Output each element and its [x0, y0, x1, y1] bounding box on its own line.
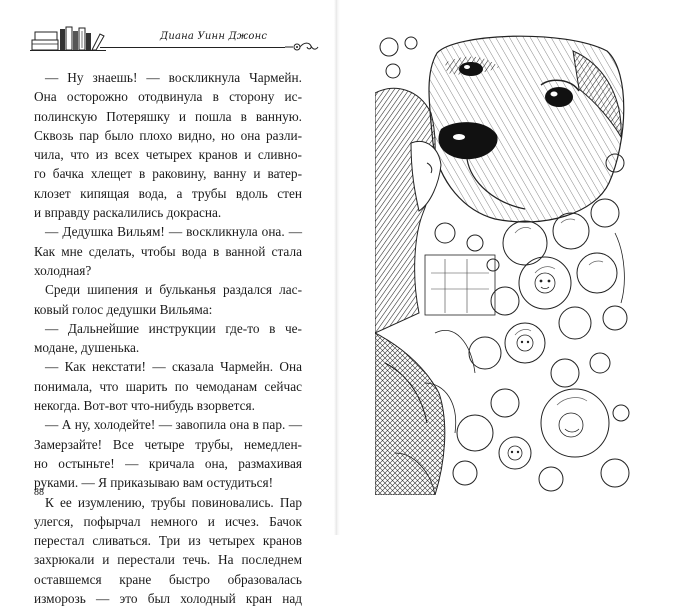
text-line: — А ну, холодейте! — завопила она в пар. — — [45, 417, 302, 433]
text-line: Как мне сделать, чтобы вода в ванной стала — [34, 243, 302, 259]
running-header-title: Диана Уинн Джонс — [160, 31, 268, 42]
text-line: чила, что из всех четырех кранов и сливно- — [34, 147, 302, 163]
page-number: 88 — [34, 487, 44, 498]
text-line: некогда. Вот-вот что-нибудь взорвется. — [34, 398, 255, 414]
text-line: Среди шипения и бульканья раздался лас- — [45, 282, 302, 298]
right-page — [337, 0, 674, 535]
text-line: — Как некстати! — сказала Чармейн. Она — [45, 359, 302, 375]
text-line: — Дальнейшие инструкции где-то в че- — [45, 320, 302, 336]
text-line: изморозь — это был холодный кран над — [34, 591, 302, 607]
dog-girl-bubbles-illustration-icon — [375, 33, 631, 495]
text-line: перестал сливаться. Три из четырех кранов — [34, 533, 302, 549]
text-line: Замерзайте! Все четыре трубы, немедлен- — [34, 436, 302, 452]
text-line: но остыньте! — кричала она, размахивая — [34, 455, 302, 471]
flourish-ornament-icon — [285, 40, 319, 54]
text-line: К ее изумлению, трубы повиновались. Пар — [45, 494, 302, 510]
text-line: — Дедушка Вильям! — воскликнула она. — — [45, 224, 302, 240]
text-line: холодная? — [34, 262, 92, 278]
text-line: захрюкали и перестали течь. На последнем — [34, 552, 302, 568]
left-page — [0, 0, 337, 607]
stacked-books-icon — [30, 26, 106, 52]
body-text — [34, 68, 302, 608]
text-line: клозет кипящая вода, а трубы вдоль стен — [34, 185, 302, 201]
text-line: понимала, что шарить по чемоданам сейчас — [34, 378, 302, 394]
text-line: оставшемся кране быстро образовалась — [34, 571, 302, 587]
text-line: улегся, пофырчал немного и исчез. Бачок — [34, 513, 302, 529]
text-line: го бачка хлещет в раковину, ванну и ватер- — [34, 166, 302, 182]
text-line: модане, душенька. — [34, 340, 140, 356]
text-line: полинскую Потеряшку и пошла в ванную. — [34, 108, 302, 124]
text-line: и вправду раскалились докрасна. — [34, 205, 222, 221]
text-line: Сквозь пар было плохо видно, но она разли- — [34, 127, 302, 143]
header-rule — [100, 47, 285, 48]
text-line: руками. — Я приказываю вам остудиться! — [34, 475, 274, 491]
text-line: Она осторожно отодвинула в сторону ис- — [34, 89, 302, 105]
text-line: ковый голос дедушки Вильяма: — [34, 301, 213, 317]
text-line: — Ну знаешь! — воскликнула Чармейн. — [45, 70, 302, 85]
